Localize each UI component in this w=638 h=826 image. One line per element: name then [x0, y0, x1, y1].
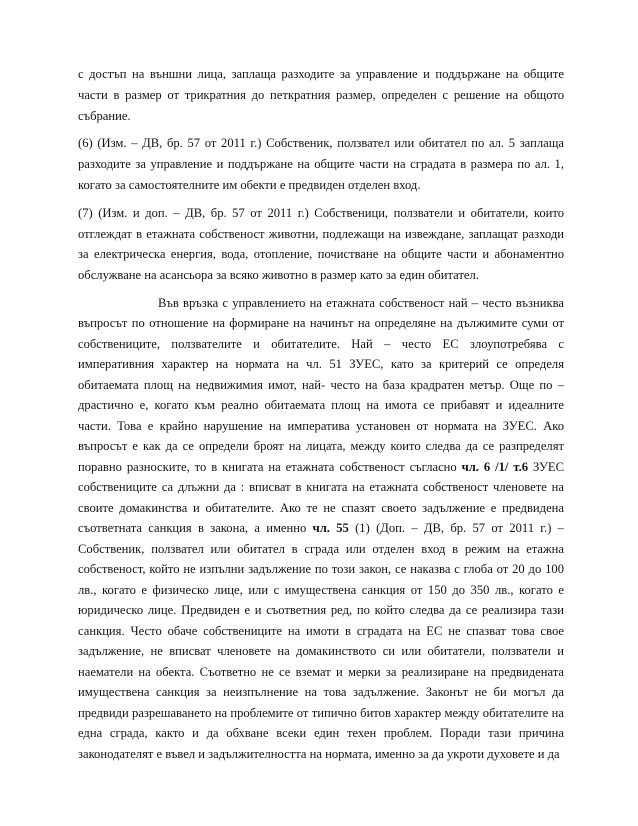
reference-article-6: чл. 6 /1/ т.6 — [461, 459, 529, 474]
paragraph-continuation: с достъп на външни лица, заплаща разходите за управление и поддържане на общите части в размер от трикратния до петкратния размер, определен с решение на общото събрание. — [78, 67, 564, 123]
paragraph-article-7: (7) (Изм. и доп. – ДВ, бр. 57 от 2011 г.) Собственици, ползватели и обитатели, които отглеждат в етажната собственост животни, подлежащи на извеждане, заплащат разходи за електрическа енергия, вода, отопление, почистване на общите части и абонаментно обслужване на асансьора за всяко животно в размер като за един обитател. — [78, 205, 564, 283]
commentary-text-a: Във връзка с управлението на етажната собственост най – често възниква въпросът по отношение на формиране на начинът на определяне на дължимите суми от собствениците, ползвателите и обитателите. Най – често ЕС злоупотребява с императивния характер на нормата на чл. 51 ЗУЕС, като за критерий се определя обитаемата площ на недвижимия имот, най- често на база крадратен метър. Още по – драстично е, когато към реално обитаемата площ на имота се прибавят и идеалните части. Това е крайно нарушение на императива установен от нормата на ЗУЕС. Ако въпросът е как да се определи броят на лицата, между които следва да се разпределят поравно разноските, то в книгата на етажната собственост съгласно — [78, 295, 564, 474]
reference-article-55: чл. 55 — [312, 521, 349, 536]
commentary-text-c: (1) (Доп. – ДВ, бр. 57 от 2011 г.) – Собственик, ползвател или обитател в сграда или отделен вход в режим на етажна собственост, който не изпълни задължение по този закон, се наказва с глоба от 20 до 100 лв., когато е физическо лице, или с имуществена санкция от 150 до 350 лв., когато е юридическо лице. Предвиден е и съответния ред, по който следва да се реализира тази санкция. Често обаче собствениците на имоти в сградата на ЕС не спазват това свое задължение, не вписват членовете на домакинството си или обитатели, ползватели и наематели на обекта. Съответно не се вземат и мерки за реализиране на предвидената имуществена санкция за неизпълнение на това задължение. Законът не би могъл да предвиди разрешаването на проблемите от типично битов характер между обитателите на една сграда, както и да обхване всеки един техен проблем. Поради тази причина законодателят е въвел и задължителността на нормата, именно за да укроти духовете и да — [78, 521, 564, 761]
paragraph-article-6: (6) (Изм. – ДВ, бр. 57 от 2011 г.) Собственик, ползвател или обитател по ал. 5 заплаща разходите за управление и поддържане на общите части на сградата в размера по ал. 1, когато за самостоятелните им обекти е предвиден отделен вход. — [78, 136, 564, 192]
paragraph-commentary — [78, 293, 564, 765]
document-page — [78, 64, 564, 764]
commentary-text-b: ЗУЕС собствениците са длъжни да : вписват в книгата на етажната собственост членовете на своите домакинства и обитателите. Ако те не спазят своето задължение е предвидена съответната санкция в закона, а именно — [78, 459, 564, 536]
